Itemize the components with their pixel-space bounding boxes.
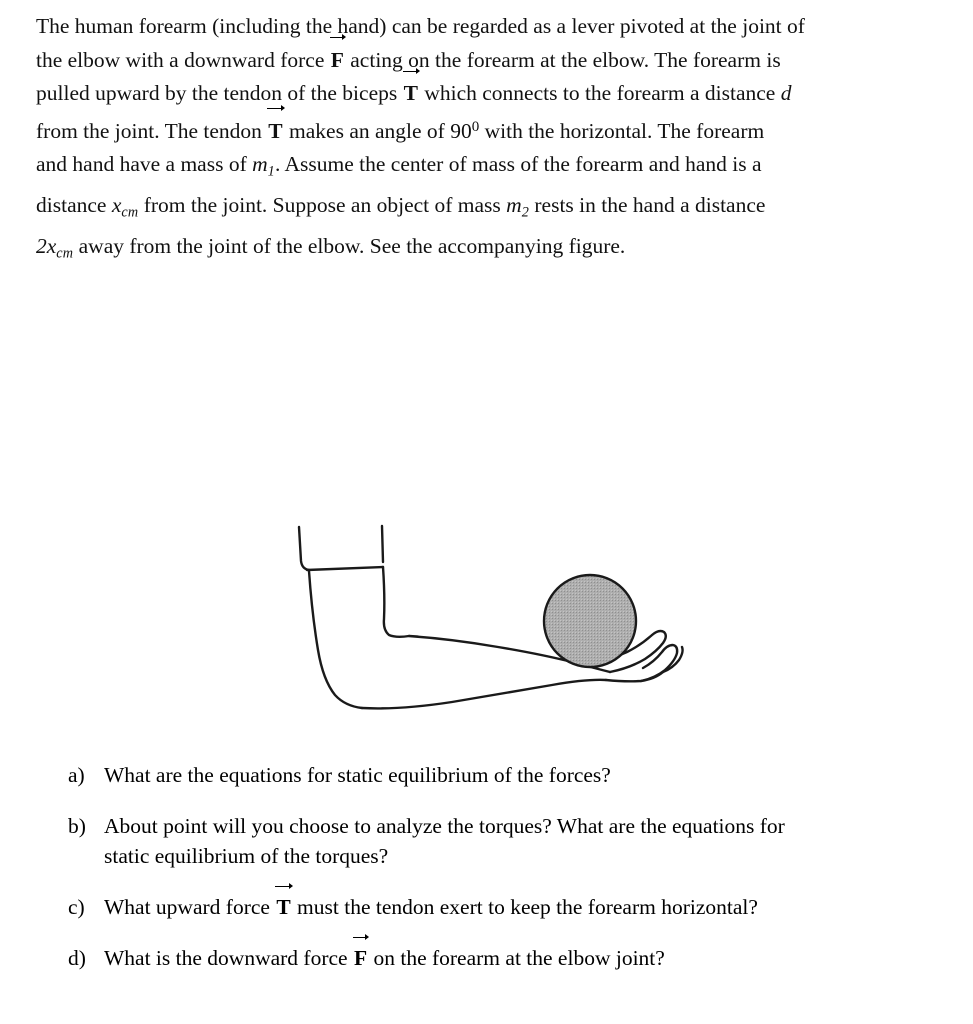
forearm-bottom-contour — [362, 680, 606, 709]
variable-2xcm — [36, 233, 74, 262]
upper-arm-right-contour — [383, 567, 409, 637]
statement-line-1: The human forearm (including the hand) can be regarded as a lever pivoted at the joint of — [36, 14, 805, 38]
problem-statement — [36, 10, 941, 271]
question-c-post: must the tendon exert to keep the forearm horizontal? — [297, 895, 758, 919]
statement-line-6-part-b: from the joint. Suppose an object of mass — [143, 192, 501, 217]
statement-line-3 — [36, 77, 941, 111]
question-a-text: What are the equations for static equilibrium of the forces? — [104, 763, 611, 787]
question-d-post: on the forearm at the elbow joint? — [373, 946, 665, 970]
ball — [544, 575, 636, 667]
statement-line-5 — [36, 148, 941, 189]
arm-illustration — [299, 526, 683, 708]
variable-xcm-base: x — [111, 192, 122, 217]
statement-line-6-part-a: distance — [36, 192, 107, 217]
question-c-pre: What upward force — [104, 895, 270, 919]
sleeve-right-edge — [382, 526, 383, 562]
statement-line-4-part-b: makes an angle of 90 — [289, 118, 472, 143]
variable-m2-subscript: 2 — [521, 204, 529, 221]
vector-T-symbol: T — [403, 77, 419, 111]
question-b-line-2: static equilibrium of the torques? — [104, 844, 389, 868]
question-c-text — [104, 892, 948, 922]
sleeve-cuff-line — [307, 567, 383, 570]
question-b-line-1: About point will you choose to analyze the torques? What are the equations for — [104, 814, 785, 838]
statement-line-2-part-b: acting on the forearm at the elbow. The forearm is — [350, 47, 781, 72]
question-item-d — [68, 943, 948, 973]
variable-xcm-subscript: cm — [121, 204, 139, 221]
figure — [0, 258, 973, 736]
questions-list — [68, 760, 948, 994]
question-b-text — [104, 811, 948, 871]
variable-m1 — [252, 152, 275, 180]
sleeve-left-edge — [299, 527, 309, 570]
question-item-b — [68, 811, 948, 871]
vector-F-symbol-2: F — [353, 943, 368, 973]
question-c-label: c) — [68, 895, 85, 919]
variable-m1-base: m — [252, 152, 268, 177]
statement-line-6-part-c: rests in the hand a distance — [534, 192, 766, 217]
statement-line-2 — [36, 44, 941, 78]
variable-d: d — [780, 81, 792, 106]
vector-T-symbol-3: T — [275, 892, 291, 922]
statement-line-5-part-a: and hand have a mass of — [36, 152, 247, 177]
variable-m1-subscript: 1 — [267, 163, 275, 180]
statement-line-4-part-c: with the horizontal. The forearm — [484, 118, 765, 143]
statement-line-6 — [36, 189, 941, 230]
question-a-label: a) — [68, 763, 85, 787]
variable-m2-base: m — [506, 192, 522, 217]
question-d-pre: What is the downward force — [104, 946, 348, 970]
coefficient-2: 2 — [36, 233, 47, 258]
statement-line-3-part-b: which connects to the forearm a distance — [424, 81, 776, 106]
variable-2xcm-base: x — [46, 233, 57, 258]
vector-F-symbol: F — [330, 44, 345, 78]
statement-line-3-part-a: pulled upward by the tendon of the biceps — [36, 81, 398, 106]
statement-line-2-part-a: the elbow with a downward force — [36, 47, 325, 72]
vector-T-symbol-2: T — [267, 115, 283, 149]
question-item-a — [68, 760, 948, 790]
statement-line-4-part-a: from the joint. The tendon — [36, 118, 262, 143]
question-d-text — [104, 943, 948, 973]
statement-line-5-part-b: . Assume the center of mass of the forearm and hand is a — [274, 152, 762, 177]
statement-line-7-part-b: away from the joint of the elbow. See the accompanying figure. — [78, 233, 626, 258]
question-d-label: d) — [68, 946, 86, 970]
variable-xcm — [111, 192, 139, 221]
variable-m2 — [506, 192, 529, 221]
statement-line-4 — [36, 111, 941, 148]
upper-arm-left-contour — [309, 571, 362, 708]
question-b-label: b) — [68, 814, 86, 838]
question-item-c — [68, 892, 948, 922]
degree-superscript: 0 — [471, 118, 480, 135]
variable-2xcm-subscript: cm — [56, 245, 74, 262]
